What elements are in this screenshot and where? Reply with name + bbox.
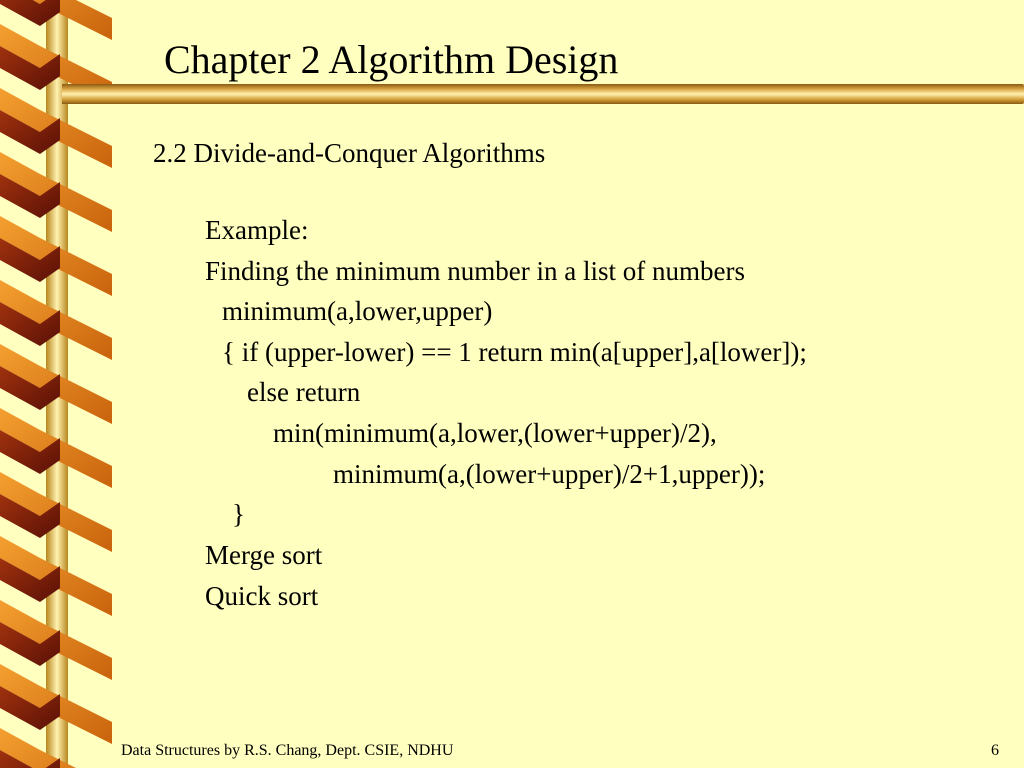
code-line-signature: minimum(a,lower,upper): [222, 296, 493, 326]
code-line-else: else return: [247, 377, 361, 407]
slide-title: Chapter 2 Algorithm Design: [164, 37, 619, 82]
page-number: 6: [991, 742, 999, 759]
code-line-min-call-cont: minimum(a,(lower+upper)/2+1,upper));: [333, 459, 766, 489]
code-line-close-brace: }: [232, 499, 245, 529]
gold-horizontal-bar: [62, 84, 1024, 104]
section-heading: 2.2 Divide-and-Conquer Algorithms: [153, 138, 546, 168]
code-line-min-call: min(minimum(a,lower,(lower+upper)/2),: [273, 418, 717, 448]
body-line-quick-sort: Quick sort: [205, 581, 319, 611]
body-line-example: Example:: [205, 215, 309, 245]
code-line-if: { if (upper-lower) == 1 return min(a[upper],a[lower]);: [222, 337, 807, 367]
footer-credit: Data Structures by R.S. Chang, Dept. CSIE, NDHU: [121, 742, 454, 759]
body-line-merge-sort: Merge sort: [205, 540, 323, 570]
body-line-description: Finding the minimum number in a list of numbers: [205, 256, 745, 286]
spiral-rope-decoration: [0, 0, 112, 768]
